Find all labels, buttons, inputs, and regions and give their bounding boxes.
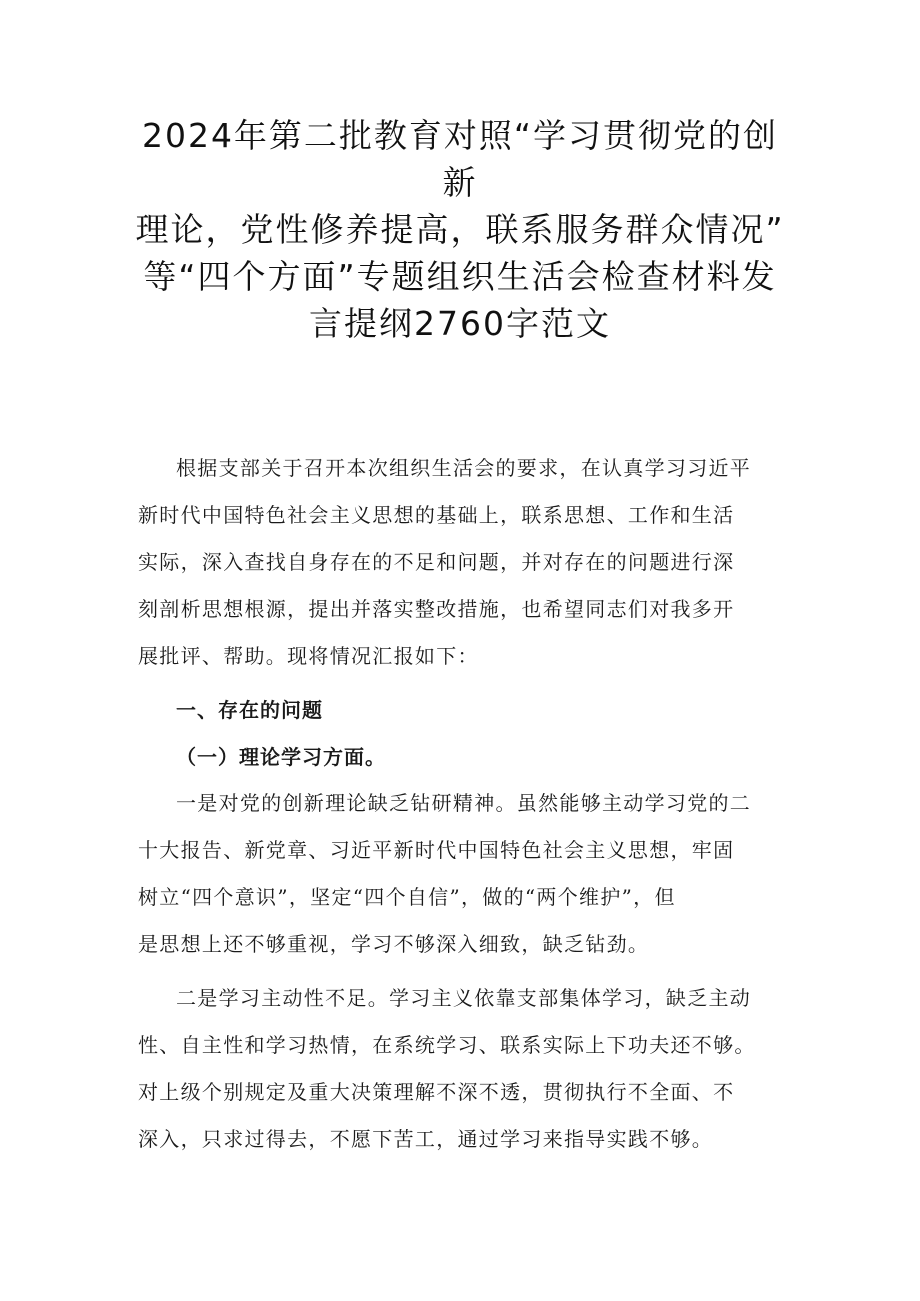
title-line: 理论，党性修养提高，联系服务群众情况” bbox=[135, 210, 785, 249]
paragraph-line: 根据支部关于召开本次组织生活会的要求，在认真学习习近平 bbox=[176, 456, 752, 480]
document-title bbox=[110, 112, 810, 347]
title-line: 言提纲2760字范文 bbox=[309, 304, 611, 343]
paragraph-line: 对上级个别规定及重大决策理解不深不透，贯彻执行不全面、不 bbox=[138, 1080, 735, 1104]
point-one-paragraph bbox=[138, 780, 793, 968]
paragraph-line: 新时代中国特色社会主义思想的基础上，联系思想、工作和生活 bbox=[138, 503, 735, 527]
paragraph-line: 二是学习主动性不足。学习主义依靠支部集体学习，缺乏主动 bbox=[176, 986, 752, 1010]
paragraph-line: 树立“四个意识”，坚定“四个自信”，做的“两个维护”，但 bbox=[138, 885, 676, 909]
paragraph-line: 十大报告、新党章、习近平新时代中国特色社会主义思想，牢固 bbox=[138, 838, 735, 862]
paragraph-line: 深入，只求过得去，不愿下苦工，通过学习来指导实践不够。 bbox=[138, 1127, 714, 1151]
title-line: 2024年第二批教育对照“学习贯彻党的创 bbox=[141, 116, 779, 155]
paragraph-line: 一是对党的创新理论缺乏钻研精神。虽然能够主动学习党的二 bbox=[176, 791, 752, 815]
title-line: 等“四个方面”专题组织生活会检查材料发 bbox=[143, 257, 777, 296]
paragraph-line: 性、自主性和学习热情，在系统学习、联系实际上下功夫还不够。 bbox=[138, 1033, 756, 1057]
title-line: 新 bbox=[442, 163, 478, 202]
paragraph-line: 刻剖析思想根源，提出并落实整改措施，也希望同志们对我多开 bbox=[138, 597, 735, 621]
paragraph-line: 实际，深入查找自身存在的不足和问题，并对存在的问题进行深 bbox=[138, 550, 735, 574]
paragraph-line: 是思想上还不够重视，学习不够深入细致，缺乏钻劲。 bbox=[138, 932, 650, 956]
subsection-heading: （一）理论学习方面。 bbox=[176, 745, 386, 769]
paragraph-line: 展批评、帮助。现将情况汇报如下： bbox=[138, 644, 479, 668]
intro-paragraph bbox=[138, 445, 793, 680]
section-heading: 一、存在的问题 bbox=[176, 698, 323, 722]
point-two-paragraph bbox=[138, 975, 793, 1163]
